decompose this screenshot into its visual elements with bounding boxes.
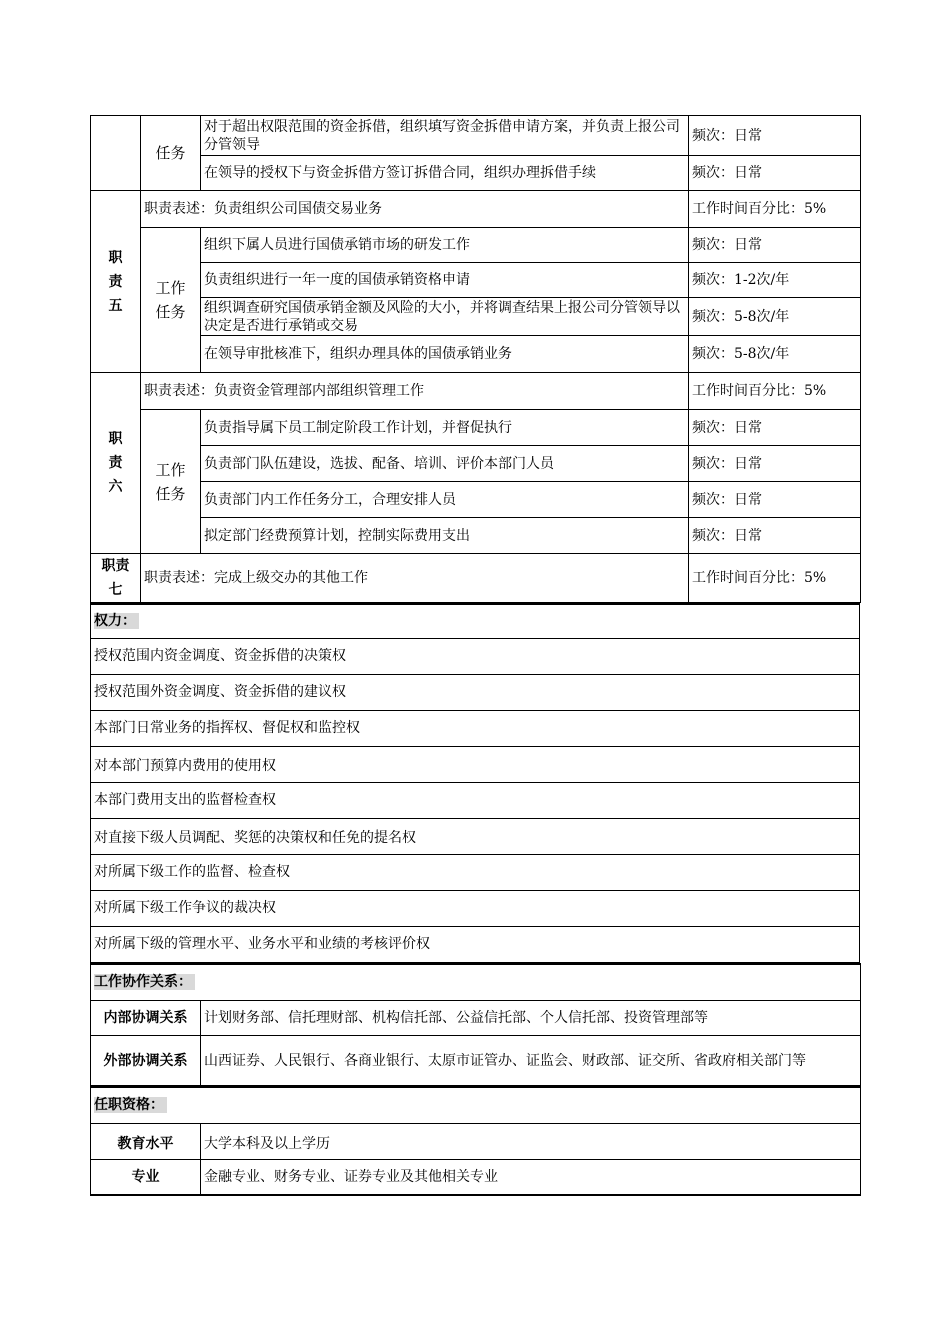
major-label: 专业 — [91, 1159, 201, 1195]
power-item: 授权范围外资金调度、资金拆借的建议权 — [91, 674, 860, 710]
internal-coordination-value: 计划财务部、信托理财部、机构信托部、公益信托部、个人信托部、投资管理部等 — [201, 1001, 861, 1036]
task-label: 任务 — [141, 116, 201, 191]
task-item: 负责组织进行一年一度的国债承销资格申请 — [201, 263, 689, 298]
task-item: 负责部门队伍建设，选拔、配备、培训、评价本部门人员 — [201, 446, 689, 482]
task-frequency: 频次：日常 — [689, 410, 861, 446]
education-label: 教育水平 — [91, 1123, 201, 1159]
task-item: 在领导的授权下与资金拆借方签订拆借合同，组织办理拆借手续 — [201, 156, 689, 191]
duty-five-label: 职责五 — [91, 191, 141, 373]
external-coordination-value: 山西证券、人民银行、各商业银行、太原市证管办、证监会、财政部、证交所、省政府相关部门等 — [201, 1036, 861, 1086]
task-item: 对于超出权限范围的资金拆借，组织填写资金拆借申请方案，并负责上报公司分管领导 — [201, 116, 689, 156]
power-item: 本部门日常业务的指挥权、督促权和监控权 — [91, 710, 860, 746]
task-frequency: 频次：日常 — [689, 228, 861, 263]
task-frequency: 频次：5-8次/年 — [689, 336, 861, 373]
duty-five-time-percent: 工作时间百分比：5% — [689, 191, 861, 228]
job-description-page — [90, 115, 860, 1196]
duty-six-description: 职责表述：负责资金管理部内部组织管理工作 — [141, 373, 689, 410]
task-frequency: 频次：1-2次/年 — [689, 263, 861, 298]
powers-section-title: 权力： — [91, 604, 860, 638]
power-item: 本部门费用支出的监督检查权 — [91, 782, 860, 818]
qualifications-table — [90, 1086, 861, 1196]
task-item: 在领导审批核准下，组织办理具体的国债承销业务 — [201, 336, 689, 373]
duty-seven-description: 职责表述：完成上级交办的其他工作 — [141, 554, 689, 603]
major-value: 金融专业、财务专业、证券专业及其他相关专业 — [201, 1159, 861, 1195]
duty-six-task-label: 工作任务 — [141, 410, 201, 554]
duty-seven-time-percent: 工作时间百分比：5% — [689, 554, 861, 603]
duty-five-task-label: 工作任务 — [141, 228, 201, 373]
task-frequency: 频次：日常 — [689, 482, 861, 518]
power-item: 授权范围内资金调度、资金拆借的决策权 — [91, 638, 860, 674]
cooperation-section-title: 工作协作关系： — [91, 964, 861, 1001]
power-item: 对直接下级人员调配、奖惩的决策权和任免的提名权 — [91, 818, 860, 854]
external-coordination-label: 外部协调关系 — [91, 1036, 201, 1086]
duty-six-time-percent: 工作时间百分比：5% — [689, 373, 861, 410]
task-frequency: 频次：5-8次/年 — [689, 298, 861, 336]
duty-six-label: 职责六 — [91, 373, 141, 554]
power-item: 对本部门预算内费用的使用权 — [91, 746, 860, 782]
duties-table — [90, 115, 861, 603]
task-frequency: 频次：日常 — [689, 156, 861, 191]
qualifications-section-title: 任职资格： — [91, 1087, 861, 1123]
task-item: 组织调查研究国债承销金额及风险的大小，并将调查结果上报公司分管领导以决定是否进行承销或交易 — [201, 298, 689, 336]
duty-seven-label: 职责七 — [91, 554, 141, 603]
power-item: 对所属下级工作的监督、检查权 — [91, 854, 860, 890]
task-item: 负责指导属下员工制定阶段工作计划，并督促执行 — [201, 410, 689, 446]
task-item: 拟定部门经费预算计划，控制实际费用支出 — [201, 518, 689, 554]
education-value: 大学本科及以上学历 — [201, 1123, 861, 1159]
task-item: 负责部门内工作任务分工，合理安排人员 — [201, 482, 689, 518]
internal-coordination-label: 内部协调关系 — [91, 1001, 201, 1036]
task-frequency: 频次：日常 — [689, 116, 861, 156]
power-item: 对所属下级工作争议的裁决权 — [91, 890, 860, 926]
task-item: 组织下属人员进行国债承销市场的研发工作 — [201, 228, 689, 263]
duty-prev-label — [91, 116, 141, 191]
task-frequency: 频次：日常 — [689, 518, 861, 554]
cooperation-table — [90, 963, 861, 1087]
duty-five-description: 职责表述：负责组织公司国债交易业务 — [141, 191, 689, 228]
power-item: 对所属下级的管理水平、业务水平和业绩的考核评价权 — [91, 926, 860, 962]
task-frequency: 频次：日常 — [689, 446, 861, 482]
powers-table — [90, 603, 860, 963]
